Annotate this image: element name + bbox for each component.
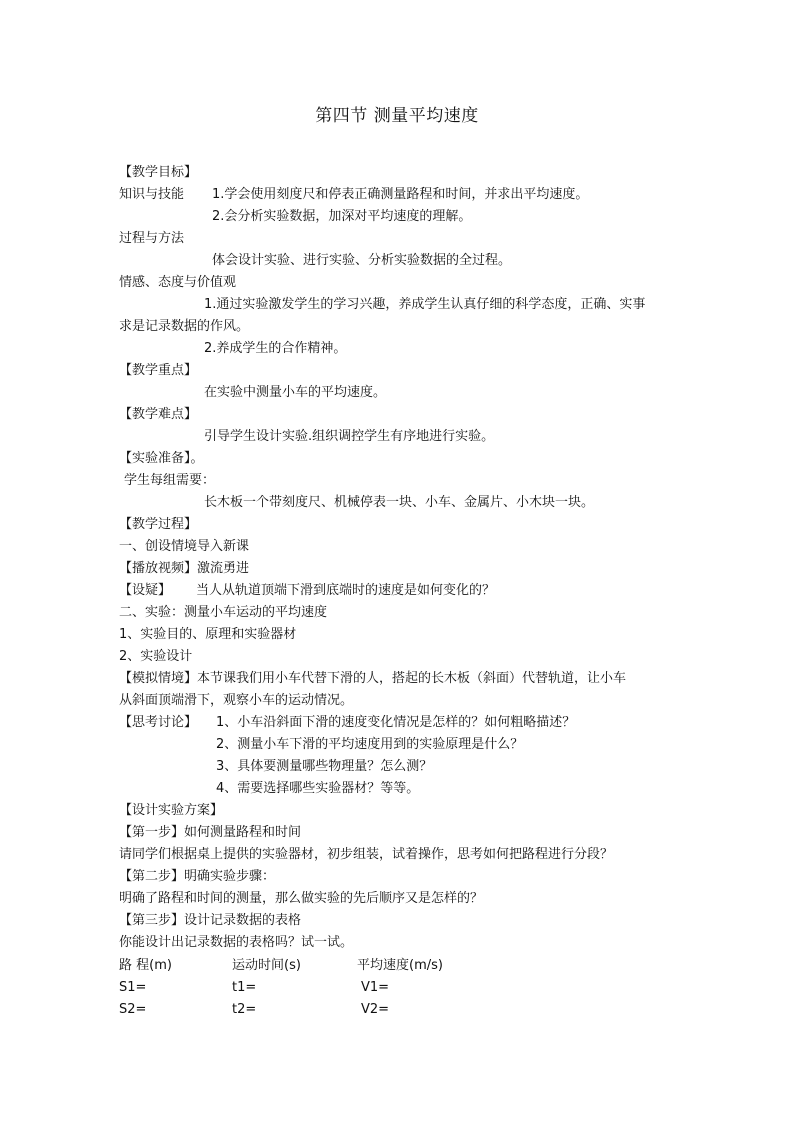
step-2-heading: 【第二步】明确实验步骤： xyxy=(119,869,276,884)
preparation-heading: 【实验准备】。 xyxy=(119,451,204,466)
step-1-text: 请同学们根据桌上提供的实验器材，初步组装，试着操作，思考如何把路程进行分段？ xyxy=(119,847,614,862)
question-text: 当人从轨道顶端下滑到底端时的速度是如何变化的？ xyxy=(196,583,496,598)
preparation-text: 长木板一个带刻度尺、机械停表一块、小车、金属片、小木块一块。 xyxy=(204,495,595,510)
table-cell-s2: S2= xyxy=(119,1002,147,1017)
key-point-heading: 【教学重点】 xyxy=(119,363,198,378)
table-cell-v2: V2= xyxy=(361,1002,390,1017)
table-header-time: 运动时间(s) xyxy=(232,958,301,973)
process-part-1: 一、创设情境导入新课 xyxy=(119,539,250,554)
table-cell-t2: t2= xyxy=(232,1002,257,1017)
step-3-text: 你能设计出记录数据的表格吗？试一试。 xyxy=(119,935,354,950)
key-point-text: 在实验中测量小车的平均速度。 xyxy=(204,385,387,400)
process-method-item: 体会设计实验、进行实验、分析实验数据的全过程。 xyxy=(212,253,512,268)
table-header-speed: 平均速度(m/s) xyxy=(357,958,443,973)
discuss-item-1: 1、小车沿斜面下滑的速度变化情况是怎样的？如何粗略描述？ xyxy=(216,715,576,730)
step-1-heading: 【第一步】如何测量路程和时间 xyxy=(119,825,302,840)
emotion-item-2: 2.养成学生的合作精神。 xyxy=(204,341,347,356)
discuss-item-3: 3、具体要测量哪些物理量？怎么测？ xyxy=(216,759,433,774)
simulate-line-1: 【模拟情境】本节课我们用小车代替下滑的人，搭起的长木板（斜面）代替轨道，让小车 xyxy=(119,671,627,686)
video-line: 【播放视频】激流勇进 xyxy=(119,561,250,576)
table-header-distance: 路 程(m) xyxy=(119,958,172,973)
emotion-item-1-line1: 1.通过实验激发学生的学习兴趣，养成学生认真仔细的科学态度，正确、实事 xyxy=(204,297,646,312)
knowledge-label: 知识与技能 xyxy=(119,187,185,202)
process-item-2: 2、实验设计 xyxy=(119,649,193,664)
table-cell-t1: t1= xyxy=(232,980,257,995)
process-item-1: 1、实验目的、原理和实验器材 xyxy=(119,627,297,642)
emotion-label: 情感、态度与价值观 xyxy=(119,275,237,290)
knowledge-item-1: 1.学会使用刻度尺和停表正确测量路程和时间，并求出平均速度。 xyxy=(212,187,589,202)
step-3-heading: 【第三步】设计记录数据的表格 xyxy=(119,913,302,928)
question-label: 【设疑】 xyxy=(119,583,172,598)
step-2-text: 明确了路程和时间的测量，那么做实验的先后顺序又是怎样的？ xyxy=(119,891,484,906)
preparation-sub: 学生每组需要： xyxy=(124,473,216,488)
simulate-line-2: 从斜面顶端滑下，观察小车的运动情况。 xyxy=(119,693,354,708)
table-cell-v1: V1= xyxy=(361,980,390,995)
document-title: 第四节 测量平均速度 xyxy=(315,106,479,126)
process-method-label: 过程与方法 xyxy=(119,231,185,246)
emotion-item-1-line2: 求是记录数据的作风。 xyxy=(119,319,250,334)
design-heading: 【设计实验方案】 xyxy=(119,803,224,818)
process-heading: 【教学过程】 xyxy=(119,517,198,532)
discuss-item-2: 2、测量小车下滑的平均速度用到的实验原理是什么？ xyxy=(216,737,524,752)
discuss-label: 【思考讨论】 xyxy=(119,715,198,730)
discuss-item-4: 4、需要选择哪些实验器材？等等。 xyxy=(216,781,420,796)
objectives-heading: 【教学目标】 xyxy=(119,165,198,180)
table-cell-s1: S1= xyxy=(119,980,147,995)
knowledge-item-2: 2.会分析实验数据，加深对平均速度的理解。 xyxy=(212,209,472,224)
process-part-2: 二、实验：测量小车运动的平均速度 xyxy=(119,605,328,620)
difficulty-heading: 【教学难点】 xyxy=(119,407,198,422)
difficulty-text: 引导学生设计实验.组织调控学生有序地进行实验。 xyxy=(204,429,495,444)
